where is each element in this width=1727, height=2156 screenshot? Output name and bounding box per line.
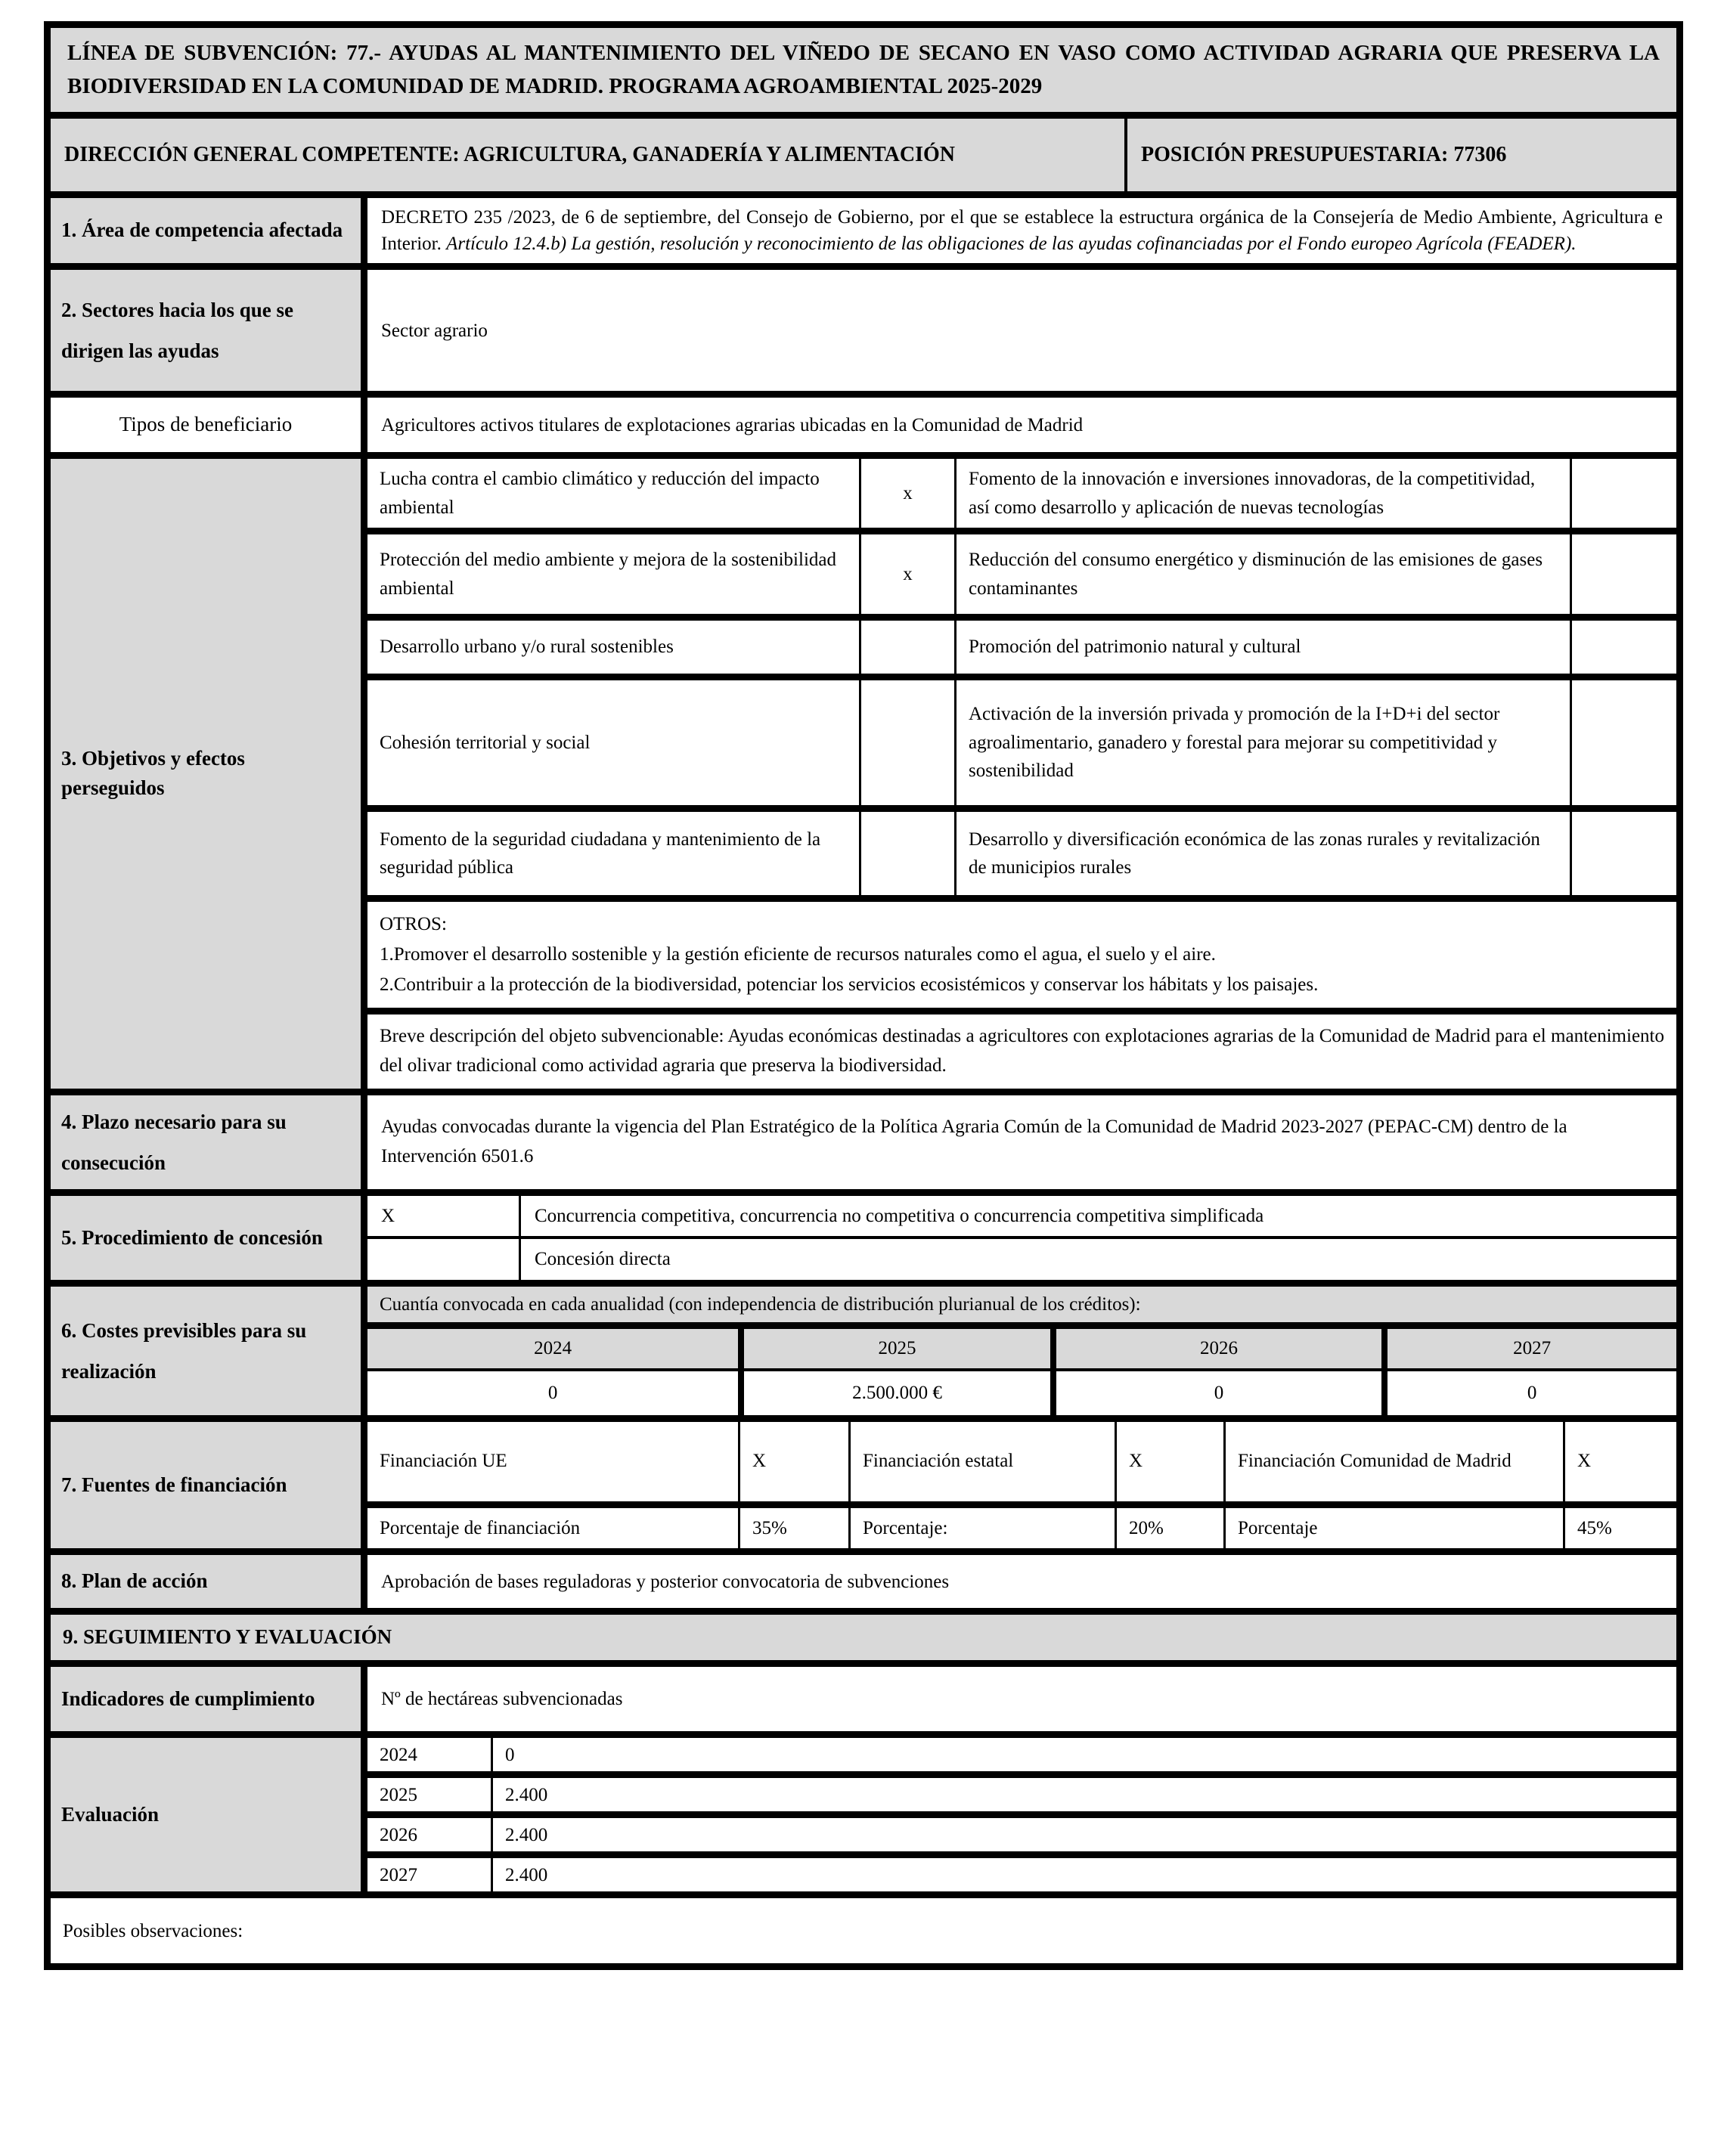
procedimiento-grid xyxy=(367,1196,1676,1280)
source-checkbox: X xyxy=(1115,1422,1223,1501)
evaluacion-value: 2.400 xyxy=(491,1858,1676,1891)
percent-label: Porcentaje: xyxy=(848,1508,1115,1549)
objetivo-right-text: Desarrollo y diversificación económica de las zonas rurales y revitalización de municipios rurales xyxy=(954,812,1570,895)
objetivo-row xyxy=(367,805,1676,895)
objetivo-row xyxy=(367,459,1676,528)
plan-accion-label: 8. Plan de acción xyxy=(51,1555,367,1608)
objetivo-right-text: Fomento de la innovación e inversiones innovadoras, de la competitividad, así como desarrollo y aplicación de nuevas tecnologías xyxy=(954,459,1570,528)
sectores-label: 2. Sectores hacia los que se dirigen las ayudas xyxy=(51,270,367,391)
percent-value: 45% xyxy=(1563,1508,1676,1549)
observaciones-row: Posibles observaciones: xyxy=(51,1891,1676,1963)
otros-title: OTROS: xyxy=(380,914,447,934)
objetivo-right-text: Promoción del patrimonio natural y cultural xyxy=(954,621,1570,674)
procedimiento-label: 5. Procedimiento de concesión xyxy=(51,1196,367,1280)
year-amount: 0 xyxy=(1050,1371,1381,1415)
section-costes xyxy=(51,1280,1676,1415)
objetivo-left-text: Desarrollo urbano y/o rural sostenibles xyxy=(380,637,674,658)
sectores-value: Sector agrario xyxy=(381,320,488,341)
section-plazo xyxy=(51,1089,1676,1189)
tipos-beneficiario-value: Agricultores activos titulares de explotaciones agrarias ubicadas en la Comunidad de Madrid xyxy=(381,414,1084,435)
otros-block xyxy=(367,895,1676,1008)
objetivo-left-checkbox: x xyxy=(859,534,954,614)
evaluacion-year: 2026 xyxy=(380,1824,417,1845)
procedimiento-option: Concurrencia competitiva, concurrencia no competitiva o concurrencia competitiva simplificada xyxy=(519,1196,1676,1237)
section-indicadores xyxy=(51,1660,1676,1731)
decreto-text: DECRETO 235 /2023, de 6 de septiembre, del Consejo de Gobierno, por el que se establece la estructura orgánica de la Consejería de Medio Ambiente, Agricultura e Interior. xyxy=(381,207,1663,254)
source-name: Financiación Comunidad de Madrid xyxy=(1223,1422,1563,1501)
objetivos-label: 3. Objetivos y efectos perseguidos xyxy=(51,459,367,1089)
seguimiento-banner: 9. SEGUIMIENTO Y EVALUACIÓN xyxy=(51,1608,1676,1660)
year-amount: 0 xyxy=(547,1383,558,1403)
plazo-value: Ayudas convocadas durante la vigencia del Plan Estratégico de la Política Agraria Común de la Comunidad de Madrid 2023-2027 (PEPAC-CM) dentro de la Intervención 6501.6 xyxy=(381,1116,1567,1166)
percent-label: Porcentaje de financiación xyxy=(380,1517,581,1538)
section-procedimiento xyxy=(51,1189,1676,1280)
evaluacion-year: 2027 xyxy=(380,1864,417,1885)
objetivo-right-text: Activación de la inversión privada y promoción de la I+D+i del sector agroalimentario, ganadero y forestal para mejorar su competitividad y sostenibilidad xyxy=(954,680,1570,805)
evaluacion-year: 2024 xyxy=(380,1744,417,1765)
procedimiento-checkbox xyxy=(367,1239,519,1280)
area-competencia-text xyxy=(367,198,1676,263)
objetivo-left-text: Protección del medio ambiente y mejora de la sostenibilidad ambiental xyxy=(380,550,836,599)
objetivo-left-checkbox xyxy=(859,812,954,895)
area-competencia-label: 1. Área de competencia afectada xyxy=(51,198,367,263)
year-header: 2026 xyxy=(1050,1329,1381,1368)
section-evaluacion xyxy=(51,1731,1676,1891)
objetivo-left-text: Lucha contra el cambio climático y reducción del impacto ambiental xyxy=(380,469,820,518)
indicadores-value: Nº de hectáreas subvencionadas xyxy=(381,1689,623,1709)
otros-item: 1.Promover el desarrollo sostenible y la gestión eficiente de recursos naturales como el agua, el suelo y el aire. xyxy=(380,944,1216,965)
evaluacion-row xyxy=(367,1851,1676,1891)
fuentes-grid xyxy=(367,1422,1676,1549)
objetivo-left-checkbox xyxy=(859,621,954,674)
objetivo-right-checkbox xyxy=(1570,459,1676,528)
evaluacion-label: Evaluación xyxy=(51,1738,367,1891)
evaluacion-row xyxy=(367,1738,1676,1771)
otros-item: 2.Contribuir a la protección de la biodiversidad, potenciar los servicios ecosistémicos y conservar los hábitats y los paisajes. xyxy=(380,974,1319,995)
costes-grid-wrap xyxy=(367,1287,1676,1415)
direccion-general-label: DIRECCIÓN GENERAL COMPETENTE: AGRICULTURA, GANADERÍA Y ALIMENTACIÓN xyxy=(64,143,955,166)
costes-years-row xyxy=(367,1322,1676,1368)
percent-value: 35% xyxy=(738,1508,848,1549)
percent-label: Porcentaje xyxy=(1223,1508,1563,1549)
title-row xyxy=(51,28,1676,112)
year-header: 2024 xyxy=(534,1338,572,1358)
procedimiento-row xyxy=(367,1236,1676,1280)
indicadores-label: Indicadores de cumplimiento xyxy=(51,1667,367,1731)
section-area-competencia xyxy=(51,191,1676,263)
objetivo-left-text: Fomento de la seguridad ciudadana y mantenimiento de la seguridad pública xyxy=(380,829,821,878)
source-checkbox: X xyxy=(1563,1422,1676,1501)
objetivo-row xyxy=(367,528,1676,614)
subsidy-form-table xyxy=(44,21,1683,1970)
articulo-italic-text: Artículo 12.4.b) La gestión, resolución y reconocimiento de las obligaciones de las ayudas cofinanciadas por el Fondo europeo Agrícola (FEADER). xyxy=(446,234,1577,254)
costes-label: 6. Costes previsibles para su realización xyxy=(51,1287,367,1415)
procedimiento-checkbox: X xyxy=(381,1205,395,1226)
objetivo-left-checkbox xyxy=(859,680,954,805)
evaluacion-year: 2025 xyxy=(380,1784,417,1805)
source-checkbox: X xyxy=(738,1422,848,1501)
objetivo-left-text: Cohesión territorial y social xyxy=(380,732,591,753)
plazo-label: 4. Plazo necesario para su consecución xyxy=(51,1095,367,1189)
direccion-row xyxy=(51,112,1676,191)
fuentes-sources-row xyxy=(367,1422,1676,1501)
objetivo-left-checkbox: x xyxy=(859,459,954,528)
evaluacion-value: 2.400 xyxy=(491,1778,1676,1811)
tipos-beneficiario-label: Tipos de beneficiario xyxy=(51,398,367,452)
evaluacion-row xyxy=(367,1811,1676,1851)
plan-accion-value: Aprobación de bases reguladoras y posterior convocatoria de subvenciones xyxy=(381,1571,950,1592)
evaluacion-value: 0 xyxy=(491,1738,1676,1771)
cuantia-header: Cuantía convocada en cada anualidad (con independencia de distribución plurianual de los créditos): xyxy=(367,1287,1676,1322)
costes-values-row xyxy=(367,1368,1676,1415)
objetivos-grid xyxy=(367,459,1676,1089)
posicion-presupuestaria-label: POSICIÓN PRESUPUESTARIA: 77306 xyxy=(1124,119,1676,191)
objetivo-row xyxy=(367,614,1676,674)
objetivo-right-checkbox xyxy=(1570,680,1676,805)
objetivo-right-checkbox xyxy=(1570,534,1676,614)
source-name: Financiación estatal xyxy=(848,1422,1115,1501)
evaluacion-value: 2.400 xyxy=(491,1818,1676,1851)
objetivo-right-checkbox xyxy=(1570,812,1676,895)
year-header: 2025 xyxy=(738,1329,1050,1368)
source-name: Financiación UE xyxy=(380,1451,507,1472)
section-plan-accion xyxy=(51,1548,1676,1608)
fuentes-label: 7. Fuentes de financiación xyxy=(51,1422,367,1549)
evaluacion-row xyxy=(367,1771,1676,1811)
percent-value: 20% xyxy=(1115,1508,1223,1549)
breve-descripcion: Breve descripción del objeto subvencionable: Ayudas económicas destinadas a agricultores con explotaciones agrarias de la Comunidad de Madrid para el mantenimiento del olivar tradicional como actividad agraria que preserva la biodiversidad. xyxy=(367,1008,1676,1089)
section-fuentes xyxy=(51,1415,1676,1549)
year-amount: 2.500.000 € xyxy=(738,1371,1050,1415)
fuentes-percent-row xyxy=(367,1501,1676,1549)
section-tipos-beneficiario xyxy=(51,391,1676,452)
procedimiento-option: Concesión directa xyxy=(519,1239,1676,1280)
section-objetivos xyxy=(51,452,1676,1089)
objetivo-row xyxy=(367,674,1676,805)
year-amount: 0 xyxy=(1381,1371,1676,1415)
evaluacion-grid xyxy=(367,1738,1676,1891)
page-title: LÍNEA DE SUBVENCIÓN: 77.- AYUDAS AL MANTENIMIENTO DEL VIÑEDO DE SECANO EN VASO COMO ACTIVIDAD AGRARIA QUE PRESERVA LA BIODIVERSIDAD EN LA COMUNIDAD DE MADRID. PROGRAMA AGROAMBIENTAL 2025-2029 xyxy=(51,28,1676,112)
procedimiento-row xyxy=(367,1196,1676,1237)
objetivo-right-checkbox xyxy=(1570,621,1676,674)
year-header: 2027 xyxy=(1381,1329,1676,1368)
section-sectores xyxy=(51,263,1676,391)
objetivo-right-text: Reducción del consumo energético y disminución de las emisiones de gases contaminantes xyxy=(954,534,1570,614)
